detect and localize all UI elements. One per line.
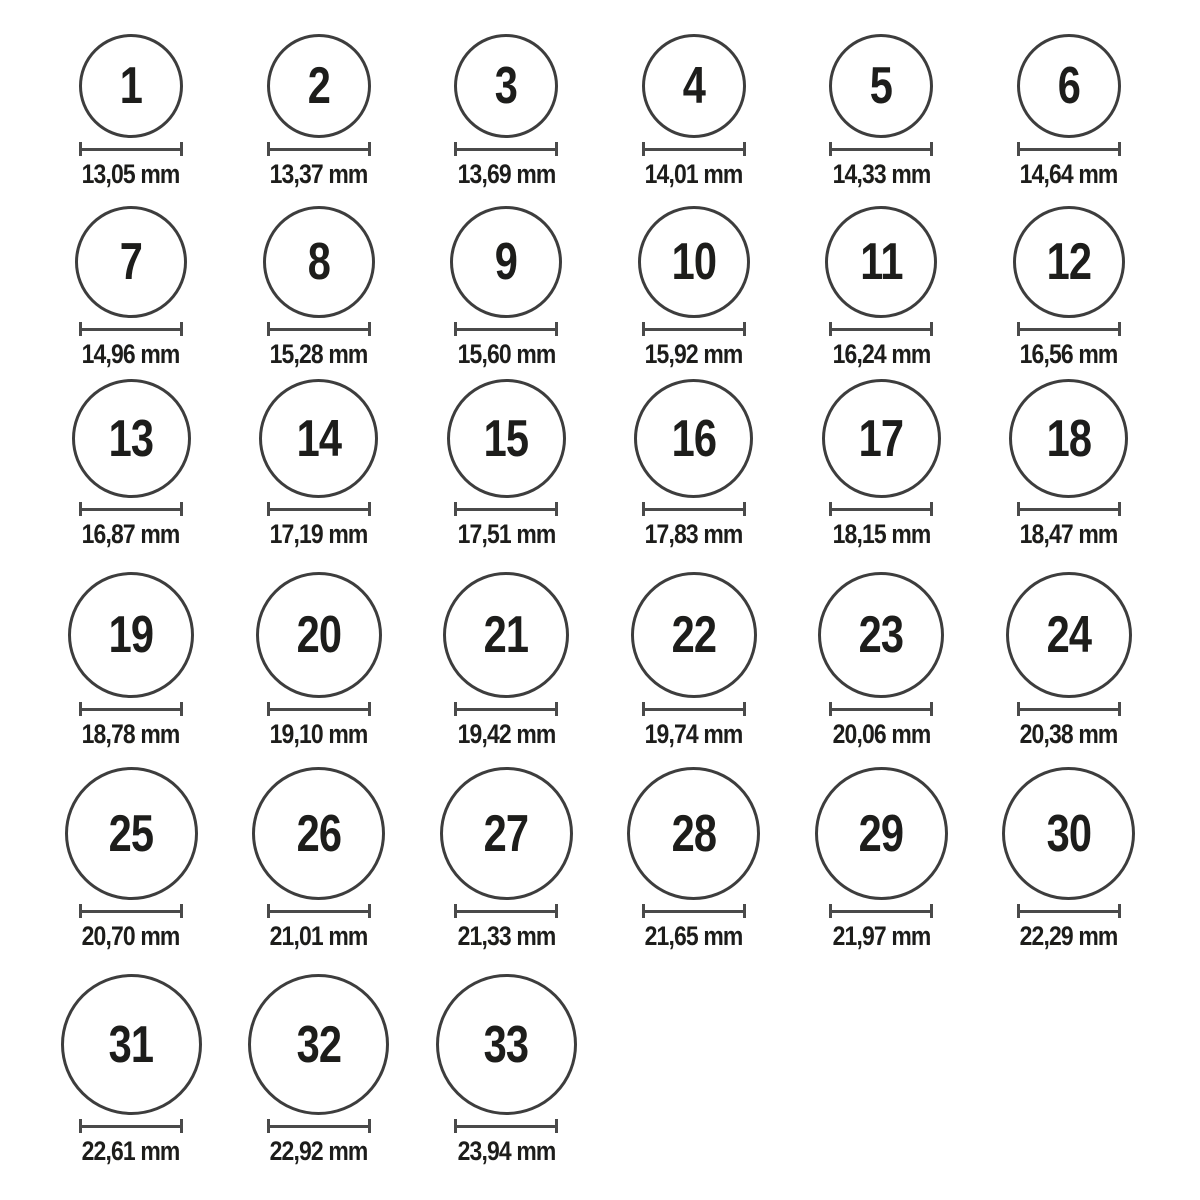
size-number: 19: [108, 606, 154, 664]
measure-tick-right: [368, 142, 371, 156]
measure-bar: [645, 508, 743, 511]
measure-tick-right: [743, 502, 746, 516]
measure-tick-right: [930, 702, 933, 716]
measure-bar: [832, 328, 930, 331]
diameter-line: [267, 142, 371, 156]
size-number: 15: [483, 409, 529, 468]
ring-size-15: [431, 379, 581, 548]
diameter-label: 22,61 mm: [82, 1136, 180, 1166]
ring-circle: [454, 34, 558, 138]
diameter-line: [454, 502, 558, 516]
measure-bar: [270, 910, 368, 913]
diameter-line: [1017, 502, 1121, 516]
measure-tick-right: [555, 322, 558, 336]
diameter-label: 21,01 mm: [269, 921, 368, 951]
size-number: 23: [859, 606, 904, 664]
diameter-line: [79, 1119, 183, 1133]
ring-size-19: [56, 572, 206, 748]
ring-circle: [443, 572, 569, 698]
ring-size-2: [244, 34, 394, 188]
diameter-line: [642, 702, 746, 716]
size-number: 25: [108, 804, 154, 863]
measure-bar: [457, 148, 555, 151]
diameter-line: [79, 322, 183, 336]
measure-tick-right: [368, 322, 371, 336]
diameter-label: 19,42 mm: [457, 719, 556, 749]
measure-tick-right: [743, 702, 746, 716]
measure-bar: [832, 508, 930, 511]
diameter-line: [454, 904, 558, 918]
ring-size-17: [806, 379, 956, 548]
diameter-line: [829, 502, 933, 516]
diameter-label: 15,28 mm: [269, 339, 368, 369]
ring-size-16: [619, 379, 769, 548]
measure-bar: [457, 910, 555, 913]
ring-circle: [79, 34, 183, 138]
diameter-label: 16,24 mm: [832, 339, 931, 369]
diameter-label: 22,29 mm: [1020, 921, 1118, 951]
size-number: 11: [860, 233, 903, 291]
size-number: 16: [671, 409, 717, 468]
chart-row-3: [0, 380, 1200, 570]
diameter-label: 17,83 mm: [644, 519, 743, 549]
size-number: 3: [495, 57, 518, 115]
size-number: 22: [671, 606, 717, 664]
ring-circle: [267, 34, 371, 138]
measure-bar: [1020, 708, 1118, 711]
size-number: 12: [1046, 233, 1092, 291]
ring-circle: [815, 767, 948, 900]
size-number: 9: [495, 233, 518, 291]
diameter-label: 13,37 mm: [269, 159, 368, 189]
measure-tick-right: [1118, 322, 1121, 336]
measure-tick-right: [743, 322, 746, 336]
size-number: 14: [296, 409, 341, 468]
measure-tick-right: [1118, 702, 1121, 716]
measure-tick-right: [743, 904, 746, 918]
ring-size-5: [806, 34, 956, 188]
diameter-line: [267, 502, 371, 516]
measure-bar: [457, 328, 555, 331]
size-number: 7: [119, 233, 143, 291]
diameter-label: 23,94 mm: [457, 1136, 556, 1166]
measure-bar: [270, 708, 368, 711]
size-number: 21: [483, 606, 529, 664]
size-number: 31: [108, 1015, 154, 1074]
size-number: 32: [296, 1015, 341, 1074]
diameter-label: 21,65 mm: [644, 921, 743, 951]
diameter-label: 21,33 mm: [457, 921, 556, 951]
ring-circle: [440, 767, 573, 900]
diameter-line: [829, 142, 933, 156]
diameter-label: 13,69 mm: [457, 159, 556, 189]
ring-size-12: [994, 206, 1144, 368]
chart-row-5: [0, 768, 1200, 968]
size-number: 5: [870, 57, 893, 115]
size-number: 2: [307, 57, 330, 115]
diameter-label: 17,19 mm: [269, 519, 368, 549]
diameter-line: [267, 322, 371, 336]
measure-tick-right: [180, 142, 183, 156]
measure-tick-right: [555, 142, 558, 156]
chart-row-4: [0, 570, 1200, 768]
diameter-line: [267, 904, 371, 918]
measure-tick-right: [1118, 502, 1121, 516]
ring-circle: [1002, 767, 1135, 900]
measure-tick-right: [930, 142, 933, 156]
ring-size-3: [431, 34, 581, 188]
size-number: 27: [483, 804, 529, 863]
measure-bar: [270, 508, 368, 511]
ring-circle: [1013, 206, 1125, 318]
measure-bar: [82, 910, 180, 913]
measure-bar: [270, 1125, 368, 1128]
diameter-line: [267, 1119, 371, 1133]
measure-bar: [1020, 328, 1118, 331]
ring-circle: [75, 206, 187, 318]
diameter-label: 14,01 mm: [644, 159, 743, 189]
ring-circle: [256, 572, 382, 698]
measure-bar: [457, 508, 555, 511]
diameter-label: 13,05 mm: [82, 159, 180, 189]
ring-circle: [252, 767, 385, 900]
diameter-line: [642, 142, 746, 156]
measure-tick-right: [743, 142, 746, 156]
measure-tick-right: [930, 322, 933, 336]
measure-tick-right: [555, 904, 558, 918]
ring-circle: [65, 767, 198, 900]
ring-size-9: [431, 206, 581, 368]
size-number: 20: [296, 606, 341, 664]
diameter-line: [454, 322, 558, 336]
size-number: 33: [483, 1015, 529, 1074]
measure-bar: [82, 708, 180, 711]
diameter-label: 22,92 mm: [269, 1136, 368, 1166]
diameter-label: 19,10 mm: [269, 719, 368, 749]
ring-circle: [447, 379, 566, 498]
diameter-line: [1017, 702, 1121, 716]
ring-size-13: [56, 379, 206, 548]
diameter-label: 19,74 mm: [644, 719, 743, 749]
diameter-line: [79, 142, 183, 156]
diameter-label: 14,64 mm: [1020, 159, 1118, 189]
chart-row-2: [0, 195, 1200, 380]
diameter-label: 15,60 mm: [457, 339, 556, 369]
diameter-label: 15,92 mm: [644, 339, 743, 369]
measure-bar: [1020, 910, 1118, 913]
ring-size-14: [244, 379, 394, 548]
measure-bar: [82, 328, 180, 331]
measure-bar: [832, 910, 930, 913]
ring-circle: [825, 206, 937, 318]
diameter-line: [1017, 142, 1121, 156]
diameter-label: 18,78 mm: [82, 719, 180, 749]
size-number: 1: [119, 57, 143, 115]
size-number: 8: [307, 233, 330, 291]
measure-bar: [270, 328, 368, 331]
measure-bar: [82, 148, 180, 151]
measure-tick-right: [180, 502, 183, 516]
measure-tick-right: [1118, 904, 1121, 918]
diameter-label: 14,33 mm: [832, 159, 931, 189]
ring-circle: [1009, 379, 1128, 498]
ring-size-24: [994, 572, 1144, 748]
ring-size-1: [56, 34, 206, 188]
ring-circle: [631, 572, 757, 698]
ring-size-11: [806, 206, 956, 368]
ring-size-31: [56, 974, 206, 1165]
ring-size-27: [431, 767, 581, 950]
measure-tick-right: [180, 904, 183, 918]
size-number: 13: [108, 409, 154, 468]
measure-bar: [832, 148, 930, 151]
diameter-line: [829, 702, 933, 716]
diameter-line: [79, 702, 183, 716]
ring-size-10: [619, 206, 769, 368]
measure-tick-right: [1118, 142, 1121, 156]
measure-tick-right: [180, 322, 183, 336]
measure-bar: [457, 1125, 555, 1128]
diameter-line: [267, 702, 371, 716]
measure-bar: [645, 328, 743, 331]
chart-row-1: [0, 0, 1200, 195]
ring-size-26: [244, 767, 394, 950]
ring-size-32: [244, 974, 394, 1165]
measure-tick-right: [555, 702, 558, 716]
ring-circle: [1006, 572, 1132, 698]
measure-bar: [645, 910, 743, 913]
measure-bar: [645, 708, 743, 711]
measure-bar: [270, 148, 368, 151]
ring-size-6: [994, 34, 1144, 188]
ring-size-18: [994, 379, 1144, 548]
diameter-label: 21,97 mm: [832, 921, 931, 951]
ring-size-33: [431, 974, 581, 1165]
ring-circle: [829, 34, 933, 138]
measure-tick-right: [555, 1119, 558, 1133]
diameter-line: [454, 1119, 558, 1133]
size-number: 4: [682, 57, 705, 115]
diameter-label: 16,87 mm: [82, 519, 180, 549]
diameter-label: 20,70 mm: [82, 921, 180, 951]
ring-circle: [634, 379, 753, 498]
diameter-line: [79, 904, 183, 918]
ring-circle: [72, 379, 191, 498]
ring-size-8: [244, 206, 394, 368]
measure-tick-right: [930, 904, 933, 918]
diameter-line: [454, 702, 558, 716]
diameter-line: [829, 904, 933, 918]
diameter-label: 20,38 mm: [1020, 719, 1118, 749]
measure-tick-right: [368, 502, 371, 516]
ring-size-7: [56, 206, 206, 368]
diameter-line: [829, 322, 933, 336]
measure-tick-right: [368, 1119, 371, 1133]
ring-size-23: [806, 572, 956, 748]
diameter-line: [642, 904, 746, 918]
size-number: 10: [671, 233, 717, 291]
diameter-label: 18,15 mm: [832, 519, 931, 549]
ring-size-30: [994, 767, 1144, 950]
diameter-line: [642, 502, 746, 516]
size-number: 28: [671, 804, 717, 863]
measure-tick-right: [180, 702, 183, 716]
ring-circle: [450, 206, 562, 318]
ring-circle: [627, 767, 760, 900]
size-number: 26: [296, 804, 341, 863]
size-number: 6: [1057, 57, 1081, 115]
ring-size-20: [244, 572, 394, 748]
ring-size-28: [619, 767, 769, 950]
measure-bar: [832, 708, 930, 711]
ring-circle: [822, 379, 941, 498]
ring-size-22: [619, 572, 769, 748]
diameter-label: 18,47 mm: [1020, 519, 1118, 549]
measure-tick-right: [930, 502, 933, 516]
diameter-line: [1017, 322, 1121, 336]
measure-bar: [82, 1125, 180, 1128]
ring-circle: [818, 572, 944, 698]
diameter-label: 16,56 mm: [1020, 339, 1118, 369]
measure-bar: [82, 508, 180, 511]
size-number: 17: [859, 409, 904, 468]
diameter-line: [79, 502, 183, 516]
chart-row-6: [0, 968, 1200, 1200]
ring-circle: [436, 974, 577, 1115]
diameter-label: 20,06 mm: [832, 719, 931, 749]
measure-bar: [1020, 148, 1118, 151]
measure-tick-right: [368, 904, 371, 918]
ring-circle: [68, 572, 194, 698]
measure-bar: [645, 148, 743, 151]
diameter-label: 17,51 mm: [457, 519, 556, 549]
ring-circle: [1017, 34, 1121, 138]
ring-circle: [642, 34, 746, 138]
measure-tick-right: [555, 502, 558, 516]
size-number: 18: [1046, 409, 1092, 468]
measure-tick-right: [180, 1119, 183, 1133]
measure-bar: [1020, 508, 1118, 511]
ring-size-29: [806, 767, 956, 950]
ring-circle: [248, 974, 389, 1115]
ring-circle: [638, 206, 750, 318]
size-number: 29: [859, 804, 904, 863]
measure-bar: [457, 708, 555, 711]
ring-circle: [263, 206, 375, 318]
ring-circle: [259, 379, 378, 498]
diameter-line: [1017, 904, 1121, 918]
ring-size-21: [431, 572, 581, 748]
diameter-label: 14,96 mm: [82, 339, 180, 369]
size-number: 24: [1046, 606, 1092, 664]
measure-tick-right: [368, 702, 371, 716]
ring-circle: [61, 974, 202, 1115]
size-number: 30: [1046, 804, 1092, 863]
diameter-line: [454, 142, 558, 156]
ring-size-25: [56, 767, 206, 950]
ring-size-4: [619, 34, 769, 188]
diameter-line: [642, 322, 746, 336]
